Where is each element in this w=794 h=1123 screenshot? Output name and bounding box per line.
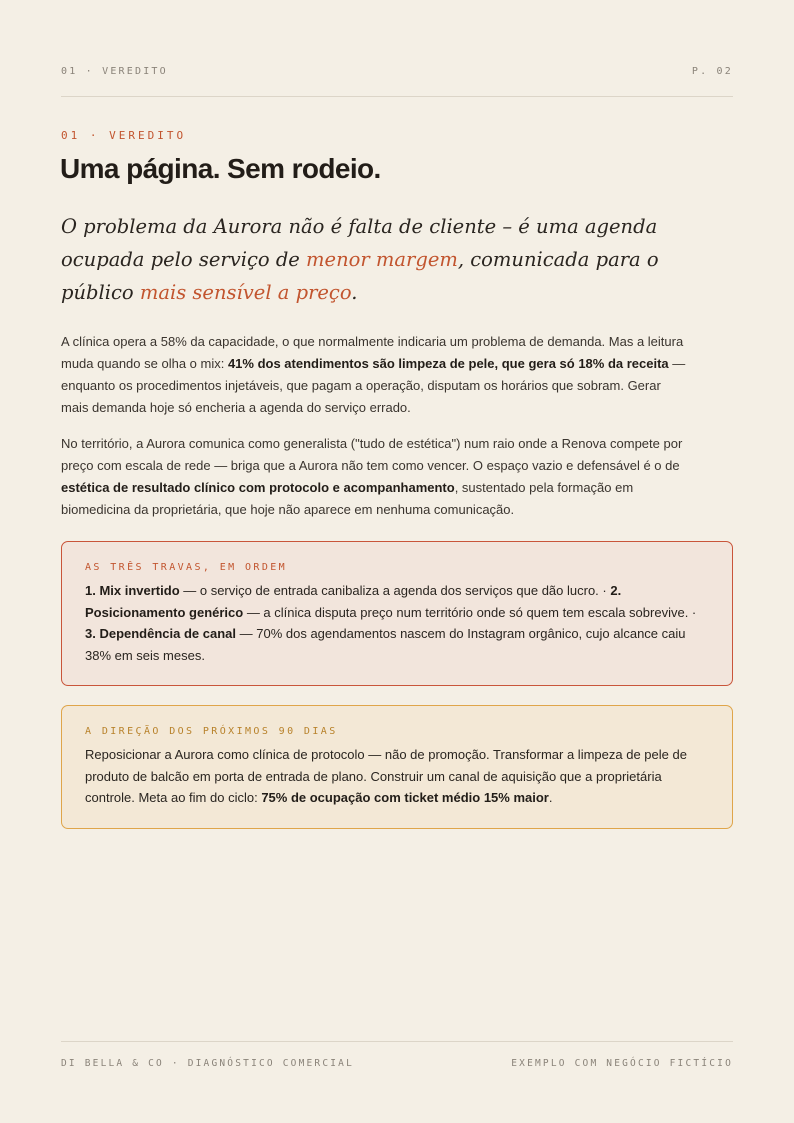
paragraph-territory xyxy=(61,433,691,521)
lock-3-text: — 70% dos agendamentos nascem do Instagram orgânico, cujo alcance caiu 38% em seis meses. xyxy=(85,626,686,663)
page-title: Uma página. Sem rodeio. xyxy=(60,153,381,184)
page-number: P. 02 xyxy=(691,66,733,77)
lock-3-title: 3. Dependência de canal xyxy=(85,626,237,641)
locks-callout xyxy=(61,541,733,686)
direction-text-2: . xyxy=(548,790,553,805)
paragraph-territory-text-2: , sustentado pela formação em biomedicina da proprietária, que hoje não aparece em nenhuma comunicação. xyxy=(61,480,634,517)
lede-text-3: . xyxy=(351,281,358,304)
direction-callout-text xyxy=(85,744,709,809)
lock-2-text: — a clínica disputa preço num território onde só quem tem escala sobrevive. · xyxy=(243,604,697,620)
lede-highlight-1: menor margem xyxy=(306,248,458,271)
header-section: 01 · VEREDITO xyxy=(61,66,168,77)
header-divider xyxy=(61,96,733,97)
direction-callout xyxy=(61,705,733,829)
direction-callout-label: A DIREÇÃO DOS PRÓXIMOS 90 DIAS xyxy=(85,726,338,737)
paragraph-mix-text-1: A clínica opera a 58% da capacidade, o que normalmente indicaria um problema de demanda. Mas a leitura muda quando se olha o mix: xyxy=(61,334,684,371)
footer-note: EXEMPLO COM NEGÓCIO FICTÍCIO xyxy=(511,1058,733,1069)
lede-text-1: O problema da Aurora não é falta de cliente – é uma agenda ocupada pelo serviço de xyxy=(61,215,658,271)
lock-1-title: 1. Mix invertido xyxy=(85,583,180,598)
footer-divider xyxy=(61,1041,733,1042)
footer-brand: DI BELLA & CO · DIAGNÓSTICO COMERCIAL xyxy=(61,1058,355,1069)
locks-callout-text xyxy=(85,580,709,666)
page-footer xyxy=(61,1058,733,1069)
lock-2-title: 2. Posicionamento genérico xyxy=(85,583,622,620)
locks-callout-label: AS TRÊS TRAVAS, EM ORDEM xyxy=(85,562,288,573)
lede-highlight-2: mais sensível a preço xyxy=(139,281,352,304)
paragraph-territory-text-1: No território, a Aurora comunica como generalista ("tudo de estética") num raio onde a Renova compete por preço com escala de rede — briga que a Aurora não tem como vencer. O espaço vazio e defensável é o de xyxy=(61,436,683,473)
lock-1-text: — o serviço de entrada canibaliza a agenda dos serviços que dão lucro. · xyxy=(179,583,611,598)
page-header xyxy=(61,66,733,77)
section-label: 01 · VEREDITO xyxy=(61,129,187,142)
direction-goal: 75% de ocupação com ticket médio 15% maior xyxy=(261,790,549,805)
paragraph-territory-bold: estética de resultado clínico com protocolo e acompanhamento xyxy=(61,480,455,495)
lede-text-2: , comunicada para o público xyxy=(61,248,659,304)
paragraph-mix xyxy=(61,331,691,419)
lede-statement xyxy=(61,210,711,309)
paragraph-mix-bold: 41% dos atendimentos são limpeza de pele, que gera só 18% da receita xyxy=(227,356,669,371)
paragraph-mix-text-2: — enquanto os procedimentos injetáveis, que pagam a operação, disputam os horários que sobram. Gerar mais demanda hoje só encheria a agenda do serviço errado. xyxy=(61,356,686,415)
direction-text-1: Reposicionar a Aurora como clínica de protocolo — não de promoção. Transformar a limpeza de pele de produto de balcão em porta de entrada de plano. Construir um canal de aquisição que a proprietária controle. Meta ao fim do ciclo: xyxy=(85,747,687,805)
